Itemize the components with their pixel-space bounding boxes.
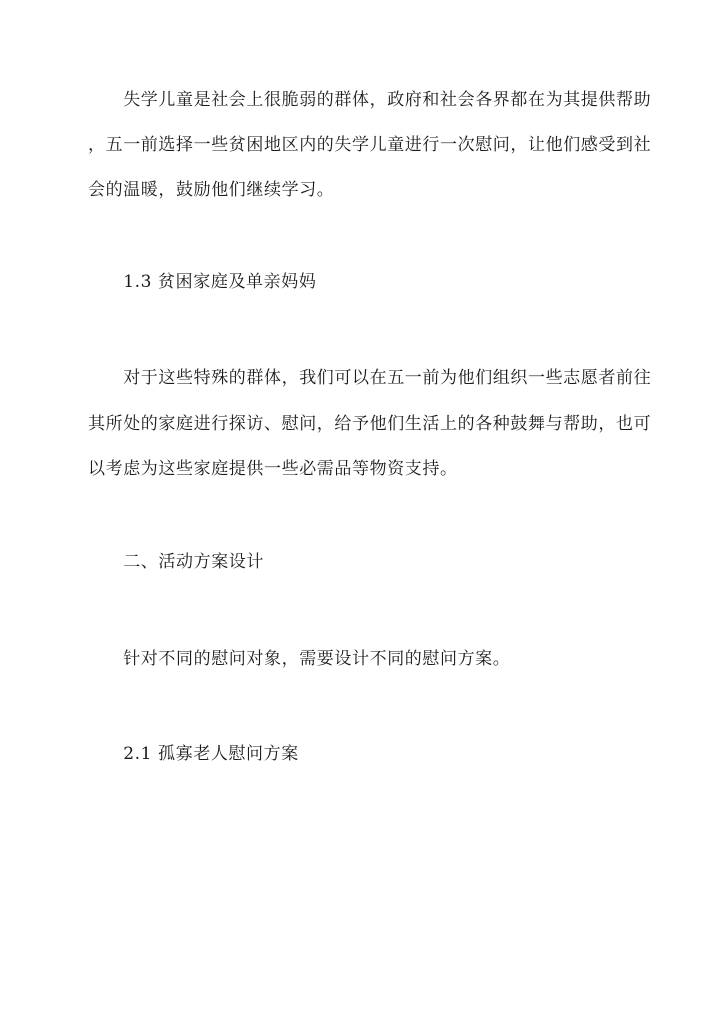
paragraph-line: 针对不同的慰问对象，需要设计不同的慰问方案。 (88, 649, 511, 669)
section-heading: 2.1 孤寡老人慰问方案 (88, 744, 299, 764)
section-heading: 二、活动方案设计 (88, 552, 264, 572)
section-heading: 1.3 贫困家庭及单亲妈妈 (88, 272, 317, 292)
paragraph-line: 以考虑为这些家庭提供一些必需品等物资支持。 (88, 459, 458, 479)
paragraph-line: 会的温暖，鼓励他们继续学习。 (88, 180, 335, 200)
paragraph-line: 对于这些特殊的群体，我们可以在五一前为他们组织一些志愿者前往 (88, 368, 652, 388)
paragraph-line: 失学儿童是社会上很脆弱的群体，政府和社会各界都在为其提供帮助 (88, 90, 652, 110)
paragraph-line: ，五一前选择一些贫困地区内的失学儿童进行一次慰问，让他们感受到社 (88, 135, 652, 155)
paragraph-line: 其所处的家庭进行探访、慰问，给予他们生活上的各种鼓舞与帮助，也可 (88, 414, 652, 434)
